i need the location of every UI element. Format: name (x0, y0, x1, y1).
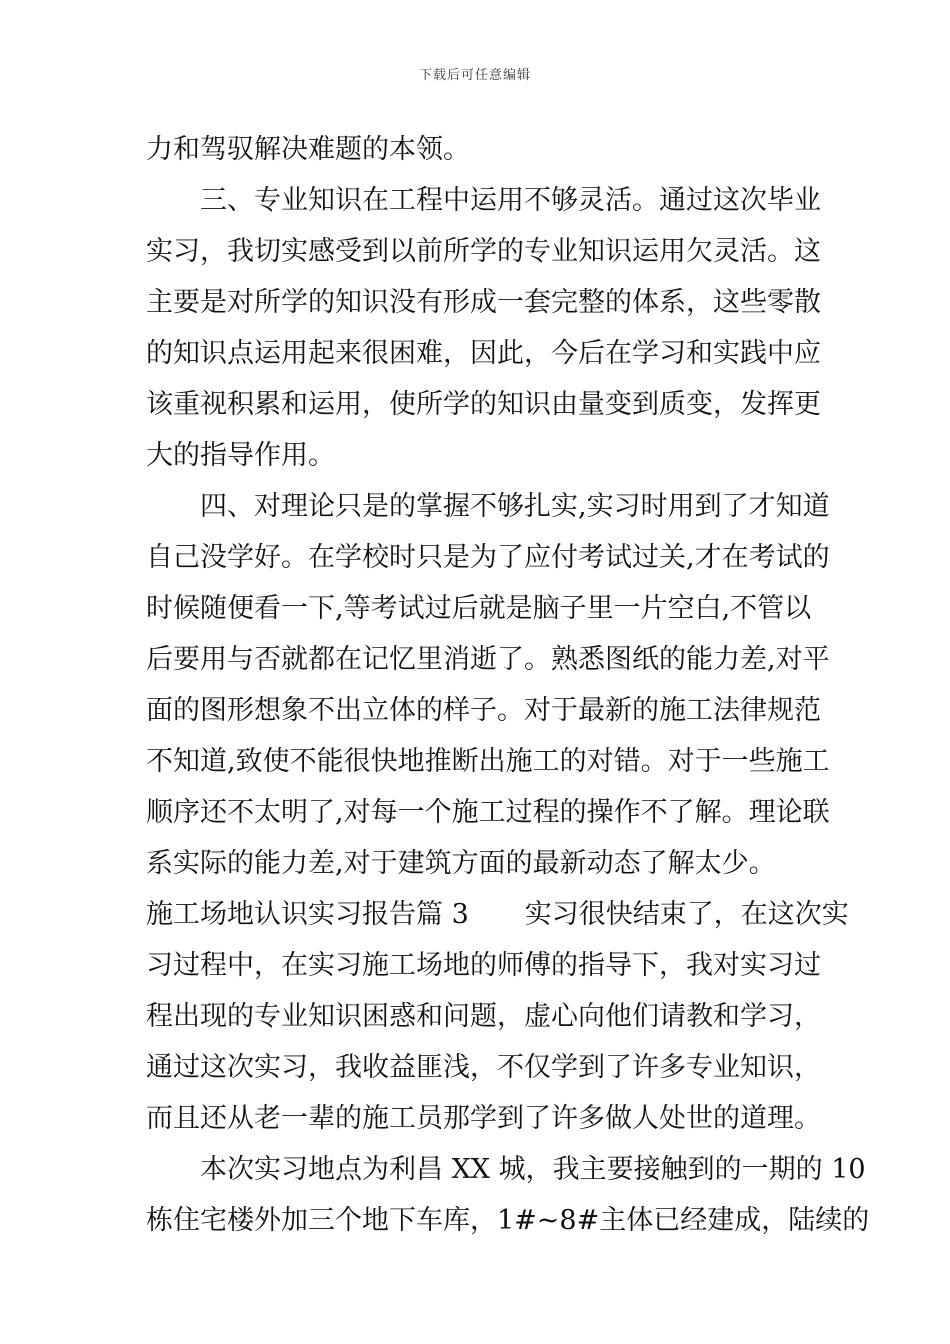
text-line: 系实际的能力差,对于建筑方面的最新动态了解太少。 (146, 848, 776, 879)
text-line: 面的图形想象不出立体的样子。对于最新的施工法律规范 (146, 695, 821, 726)
text-line: 习过程中，在实习施工场地的师傅的指导下，我对实习过 (146, 950, 821, 981)
text-line: 而且还从老一辈的施工员那学到了许多做人处世的道理。 (146, 1103, 821, 1134)
text-line: 栋住宅楼外加三个地下车库，1#~8#主体已经建成，陆续的 (146, 1205, 870, 1236)
text-line: 力和驾驭解决难题的本领。 (146, 134, 470, 165)
text-line: 程出现的专业知识困惑和问题，虚心向他们请教和学习， (146, 1001, 821, 1032)
section-title: 施工场地认识实习报告篇 3 (146, 899, 469, 930)
text-line: 的知识点运用起来很困难，因此，今后在学习和实践中应 (146, 338, 821, 369)
section-text: 实习很快结束了，在这次实 (524, 899, 849, 930)
text-line: 实习，我切实感受到以前所学的专业知识运用欠灵活。这 (146, 236, 821, 267)
text-line: 主要是对所学的知识没有形成一套完整的体系，这些零散 (146, 287, 821, 318)
text-line: 该重视积累和运用，使所学的知识由量变到质变，发挥更 (146, 389, 821, 420)
text-line: 不知道,致使不能很快地推断出施工的对错。对于一些施工 (146, 746, 830, 777)
text-line: 大的指导作用。 (146, 440, 335, 471)
document-body (146, 124, 870, 1246)
page-header: 下载后可任意编辑 (418, 68, 531, 83)
section-heading-line (146, 889, 849, 940)
paragraph-start: 本次实习地点为利昌 XX 城，我主要接触到的一期的 10 (200, 1154, 866, 1185)
text-line: 通过这次实习，我收益匪浅，不仅学到了许多专业知识， (146, 1052, 821, 1083)
text-line: 顺序还不太明了,对每一个施工过程的操作不了解。理论联 (146, 797, 830, 828)
text-line: 后要用与否就都在记忆里消逝了。熟悉图纸的能力差,对平 (146, 644, 830, 675)
text-line: 时候随便看一下,等考试过后就是脑子里一片空白,不管以 (146, 593, 812, 624)
text-line: 自己没学好。在学校时只是为了应付考试过关,才在考试的 (146, 542, 830, 573)
paragraph-3-start: 三、专业知识在工程中运用不够灵活。通过这次毕业 (200, 185, 821, 216)
paragraph-4-start: 四、对理论只是的掌握不够扎实,实习时用到了才知道 (200, 491, 830, 522)
